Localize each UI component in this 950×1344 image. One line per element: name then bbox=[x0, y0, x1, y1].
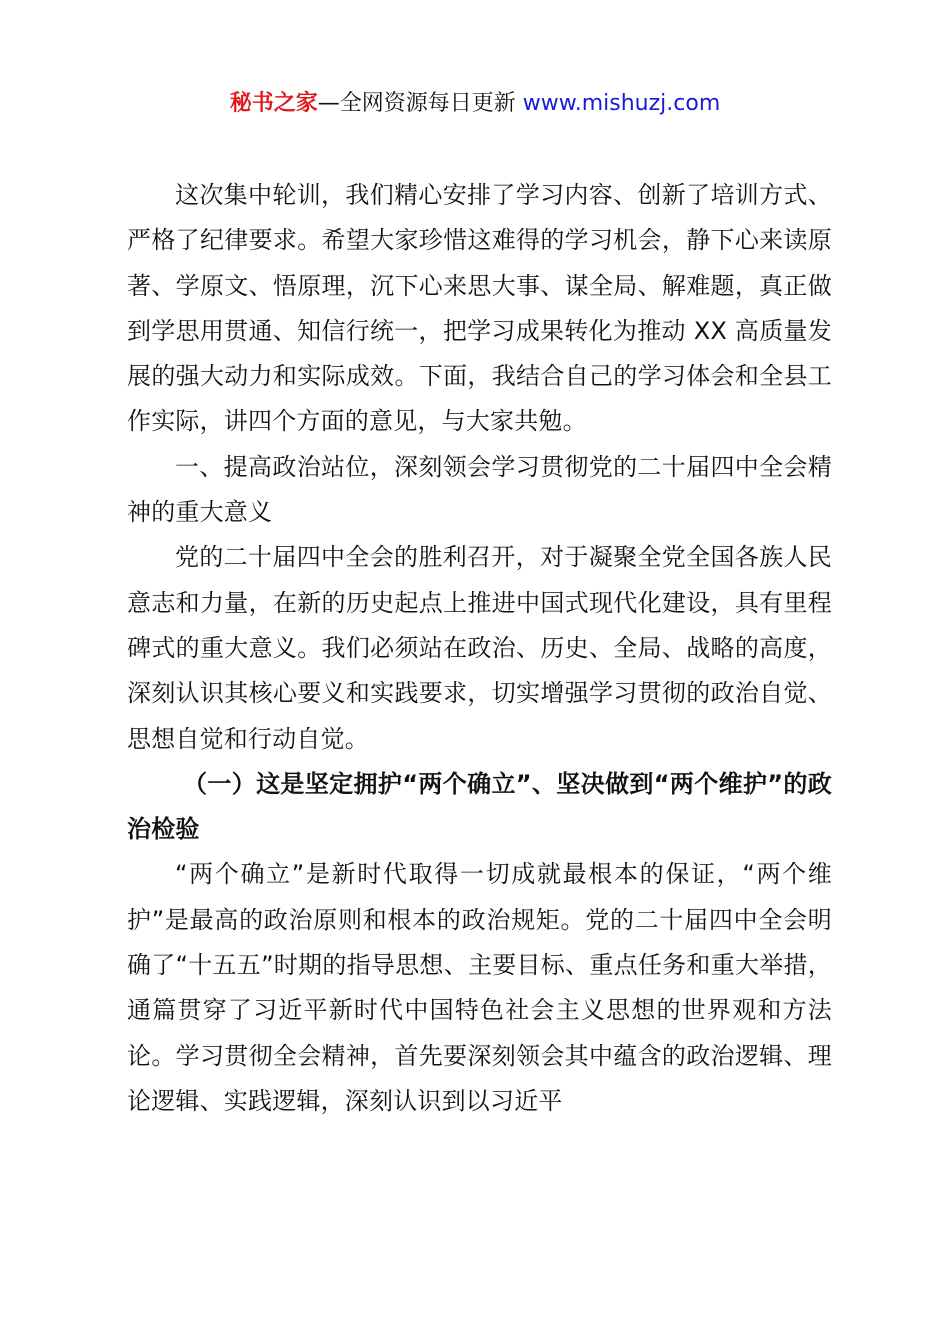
body-paragraph: “两个确立”是新时代取得一切成就最根本的保证，“两个维护”是最高的政治原则和根本的政治规矩。党的二十届四中全会明确了“十五五”时期的指导思想、主要目标、重点任务和重大举措，通篇贯穿了习近平新时代中国特色社会主义思想的世界观和方法论。学习贯彻全会精神，首先要深刻领会其中蕴含的政治逻辑、理论逻辑、实践逻辑，深刻认识到以习近平 bbox=[127, 860, 832, 1115]
site-url-link[interactable]: www.mishuzj.com bbox=[515, 91, 721, 116]
body-paragraph: 党的二十届四中全会的胜利召开，对于凝聚全党全国各族人民意志和力量，在新的历史起点上推进中国式现代化建设，具有里程碑式的重大意义。我们必须站在政治、历史、全局、战略的高度，深刻认识其核心要义和实践要求，切实增强学习贯彻的政治自觉、思想自觉和行动自觉。 bbox=[127, 543, 832, 753]
site-tagline: —全网资源每日更新 bbox=[317, 91, 516, 116]
site-brand: 秘书之家 bbox=[229, 91, 318, 116]
section-heading: 一、提高政治站位，深刻领会学习贯彻党的二十届四中全会精神的重大意义 bbox=[127, 452, 832, 527]
body-paragraph: 这次集中轮训，我们精心安排了学习内容、创新了培训方式、严格了纪律要求。希望大家珍惜这难得的学习机会，静下心来读原著、学原文、悟原理，沉下心来思大事、谋全局、解难题，真正做到学思用贯通、知信行统一，把学习成果转化为推动 XX 高质量发展的强大动力和实际成效。下面，我结合自己的学习体会和全县工作实际，讲四个方面的意见，与大家共勉。 bbox=[127, 181, 832, 436]
site-header bbox=[0, 88, 950, 120]
subsection-heading: （一）这是坚定拥护“两个确立”、坚决做到“两个维护”的政治检验 bbox=[127, 769, 832, 844]
document-body bbox=[127, 173, 832, 1124]
